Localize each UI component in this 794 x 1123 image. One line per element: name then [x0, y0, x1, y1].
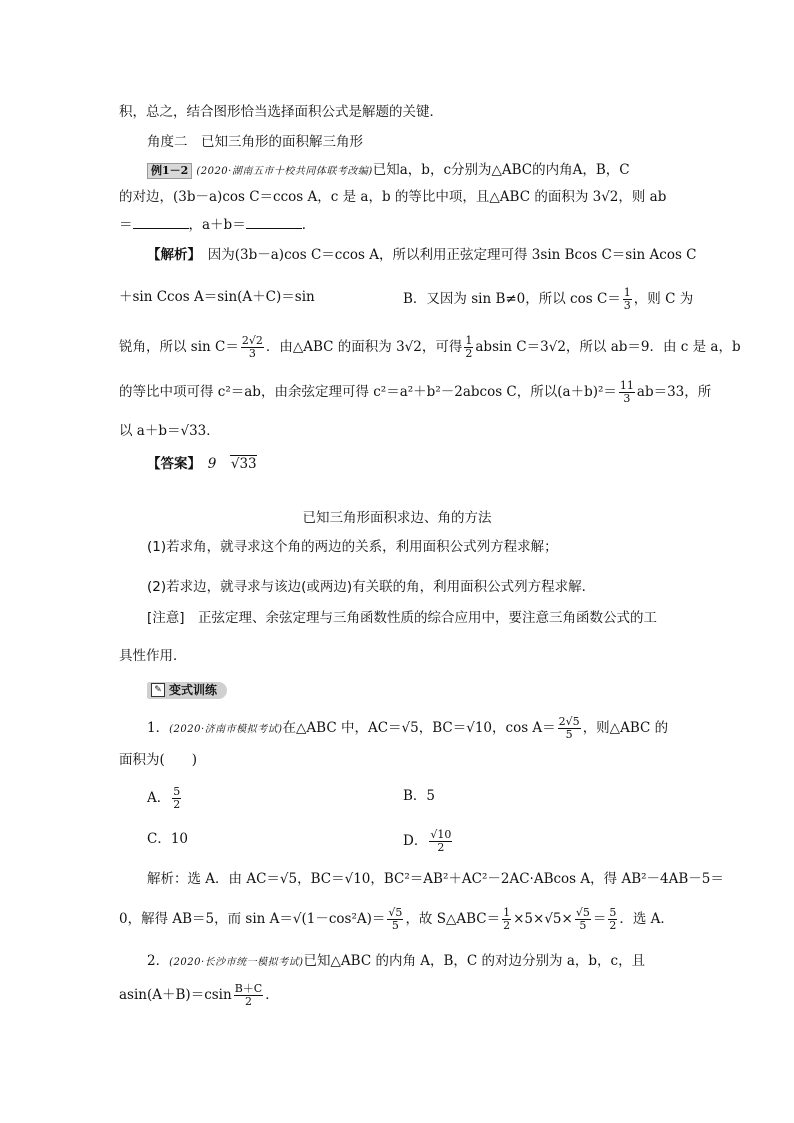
answer-blank-ab[interactable]: [133, 214, 189, 229]
practice-label: 变式训练: [169, 682, 218, 697]
example-line-2: 的对边，(3b－a)cos C＝ccos A，c 是 a，b 的等比中项，且△ABC 的面积为 3√2，则 ab: [119, 189, 667, 205]
solution-text-2a: ＋sin Ccos A＝sin(A＋C)＝sin: [119, 289, 315, 305]
solution-text-2b: B．又因为 sin B≠0，所以 cos C＝: [403, 291, 621, 307]
method-note-2: 具性作用．: [119, 648, 187, 664]
method-note-1: [注意] 正弦定理、余弦定理与三角函数性质的综合应用中，要注意三角函数公式的工: [147, 610, 658, 626]
practice-badge: [147, 678, 227, 699]
fraction-1-2: $\frac{1}{2}$: [503, 906, 511, 932]
solution-text-4a: 的等比中项可得 c²＝ab，由余弦定理可得 c²＝a²＋b²－2abcos C，所以(a＋b)²＝: [119, 384, 617, 400]
practice-icon: ✎: [151, 683, 165, 697]
example-label: 例1－2: [147, 163, 192, 179]
example-line-3: [119, 214, 315, 235]
q1-option-d[interactable]: D． $\frac{√10}{2}$: [403, 828, 452, 854]
q1-option-a[interactable]: A． $\frac{5}{2}$: [147, 785, 181, 811]
fraction-one-third: $\frac{1}{3}$: [623, 286, 631, 312]
top-line: 积，总之，结合图形恰当选择面积公式是解题的关键．: [119, 104, 443, 120]
q2-line-1: [147, 951, 645, 973]
example-eq-b: ，a＋b＝: [188, 217, 246, 233]
q2-number: 2．: [147, 953, 170, 969]
solution-tag: 【解析】: [147, 247, 195, 263]
solution-line-3: [119, 335, 741, 360]
solution-text-3a: 锐角，所以 sin C＝: [119, 339, 239, 355]
answer-blank-sum[interactable]: [246, 214, 302, 229]
solution-text-1: 因为(3b－a)cos C＝ccos A，所以利用正弦定理可得 3sin Bcos C＝sin Acos C: [207, 247, 697, 263]
example-eq-a: ＝: [119, 217, 133, 233]
fraction-BplusC-2: $\frac{B+C}{2}$: [234, 982, 263, 1008]
q2-line-2: asin(A＋B)＝csin $\frac{B+C}{2}$ ．: [119, 982, 279, 1008]
solution-line-5: 以 a＋b＝√33．: [119, 423, 220, 439]
q1-option-b[interactable]: B．5: [403, 788, 436, 804]
fraction-2sqrt2-3: $\frac{2√2}{3}$: [241, 334, 263, 360]
fraction-5-2: $\frac{5}{2}$: [173, 785, 181, 811]
q1-text-b: ，则△ABC 的: [582, 720, 669, 736]
q1-number: 1．: [147, 720, 170, 736]
method-point-1: (1)若求角，就寻求这个角的两边的关系，利用面积公式列方程求解；: [147, 539, 558, 555]
solution-line-2b: [403, 287, 693, 312]
fraction-5-2-b: $\frac{5}{2}$: [609, 906, 617, 932]
q1-solution-line-2: 0，解得 AB＝5，而 sin A＝√(1－cos²A)＝ $\frac{√5}{5}$ ，故 S△ABC＝ $\frac{1}{2}$ ×5×√5× $\frac{√5}{5}$ ＝ $\frac{5}{2}$ ．选 A．: [119, 906, 674, 932]
fraction-11-3: $\frac{11}{3}$: [619, 379, 634, 405]
q1-option-c[interactable]: C．10: [147, 831, 189, 847]
answer-tag: 【答案】: [147, 456, 195, 472]
q1-text-a: 在△ABC 中，AC＝√5，BC＝√10，cos A＝: [282, 720, 556, 736]
method-point-2: (2)若求边，就寻求与该边(或两边)有关联的角，利用面积公式列方程求解．: [147, 579, 596, 595]
example-eq-c: ．: [301, 217, 316, 233]
fraction-sqrt5-5-b: $\frac{√5}{5}$: [575, 906, 590, 932]
fraction-2sqrt5-5: $\frac{2√5}{5}$: [558, 715, 580, 741]
example-source: (2020·湖南五市十校共同体联考改编): [196, 166, 373, 177]
example-line-1: [147, 160, 630, 182]
q2-source: (2020·长沙市统一模拟考试): [169, 957, 304, 968]
fraction-sqrt10-2: $\frac{√10}{2}$: [430, 828, 452, 854]
solution-line-2: [119, 287, 315, 307]
solution-text-3c: absin C＝3√2，所以 ab＝9．由 c 是 a，b: [475, 339, 741, 355]
solution-text-3b: ．由△ABC 的面积为 3√2，可得: [265, 339, 463, 355]
q1-source: (2020·济南市模拟考试): [169, 724, 283, 735]
solution-text-4b: ab＝33，所: [636, 384, 712, 400]
section-title: 角度二 已知三角形的面积解三角形: [147, 134, 363, 150]
solution-text-2c: ，则 C 为: [633, 291, 694, 307]
solution-line-4: [119, 380, 711, 405]
answer-value-1: 9: [207, 456, 217, 472]
q1-line-1: [147, 716, 668, 741]
fraction-sqrt5-5: $\frac{√5}{5}$: [388, 906, 403, 932]
q1-solution-line-1: 解析：选 A．由 AC＝√5，BC＝√10，BC²＝AB²＋AC²－2AC·ABcos A，得 AB²－4AB－5＝: [147, 871, 724, 887]
answer-line: [147, 454, 257, 474]
q2-text-1: 已知△ABC 的内角 A，B，C 的对边分别为 a，b，c，且: [303, 953, 646, 969]
solution-line-1: [147, 245, 697, 265]
answer-value-2: √ 33: [230, 455, 257, 472]
q1-line-2: 面积为( ): [119, 752, 198, 768]
fraction-one-half: $\frac{1}{2}$: [465, 334, 473, 360]
method-title: 已知三角形面积求边、角的方法: [302, 510, 492, 526]
example-text-1: 已知a，b，c分别为△ABC的内角A，B，C: [372, 162, 630, 178]
